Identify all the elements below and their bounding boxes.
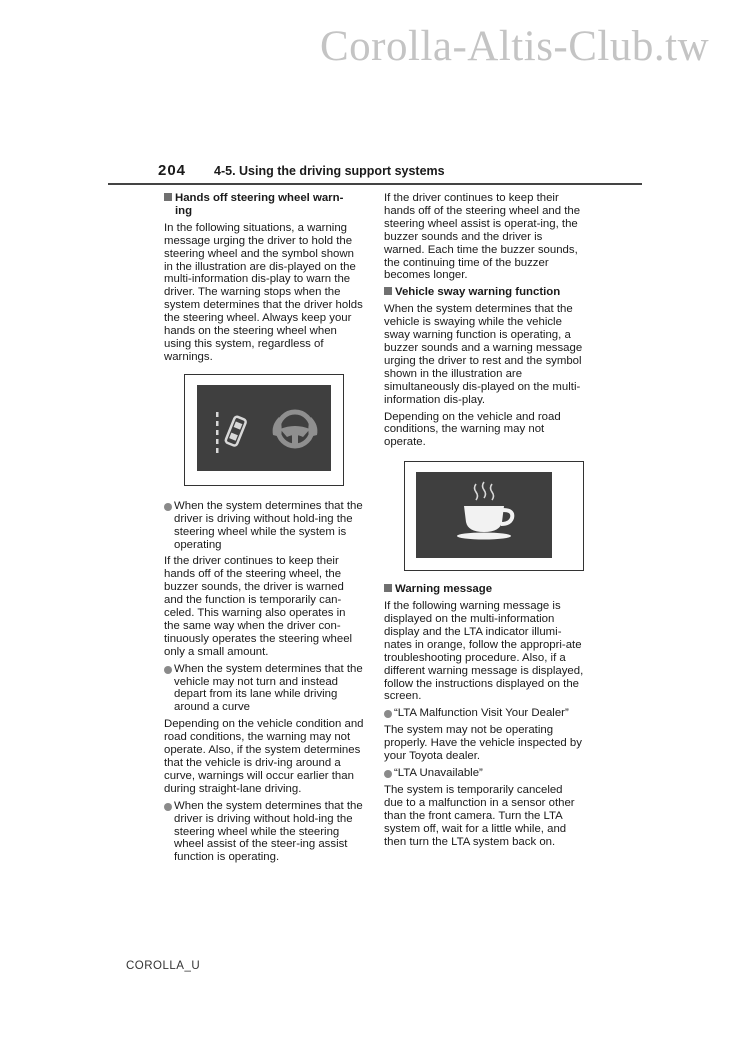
list-item: “LTA Unavailable” [384, 767, 584, 780]
paragraph: If the driver continues to keep their hands off of the steering wheel and the steering wheel assist is operat-ing, the buzzer sounds and the driver is warned. Each time the buzzer sounds, the continuing time of the buzzer becomes longer. [384, 192, 581, 282]
list-item: When the system determines that the driver is driving without hold-ing the steering wheel while the steering wheel assist of the steer-ing assist function is operating. [164, 800, 364, 865]
vehicle-sway-warning-figure [404, 461, 584, 571]
multi-information-display [416, 472, 552, 558]
heading-vehicle-sway: Vehicle sway warning function [384, 286, 584, 299]
hands-off-warning-figure [184, 374, 344, 486]
multi-information-display [197, 385, 331, 471]
circle-bullet-icon [164, 803, 172, 811]
paragraph: When the system determines that the vehicle is swaying while the vehicle sway warning function is operating, a buzzer sounds and a warning message urging the driver to rest and the symbol shown in the illustration are simultaneously dis-played on the multi-information dis-play. [384, 303, 583, 406]
circle-bullet-icon [164, 666, 172, 674]
paragraph: If the following warning message is displayed on the multi-information display and the LTA indicator illumi-nates in orange, follow the appropri-ate troubleshooting procedure. Also, if a different warning message is displayed, follow the instructions displayed on the screen. [384, 600, 584, 703]
heading-hands-off: Hands off steering wheel warn- ing [164, 192, 364, 218]
left-column [164, 192, 364, 868]
paragraph: Depending on the vehicle condition and road conditions, the warning may not operate. Also, if the system determines that the vehicle is driv-ing around a curve, warnings will occur earlier than during straight-lane driving. [164, 718, 364, 795]
coffee-cup-icon [416, 472, 552, 558]
hands-on-steering-wheel-icon [265, 403, 325, 453]
right-column [384, 192, 584, 852]
list-item: When the system determines that the vehicle may not turn and instead depart from its lane while driving around a curve [164, 663, 364, 715]
paragraph: Depending on the vehicle and road conditions, the warning may not operate. [384, 410, 561, 449]
page-header [158, 162, 642, 184]
page-number: 204 [158, 162, 187, 179]
square-bullet-icon [384, 287, 392, 295]
header-rule [108, 183, 642, 185]
paragraph: In the following situations, a warning message urging the driver to hold the steering wheel and the symbol shown in the illustration are dis-played on the multi-information dis-play to warn the driver. The warning stops when the system determines that the driver holds the steering wheel. Always keep your hands on the steering wheel when using this system, regardless of warnings. [164, 221, 363, 363]
footer-model-code: COROLLA_U [126, 960, 201, 972]
list-item: When the system determines that the driver is driving without hold-ing the steering wheel while the system is operating [164, 500, 364, 552]
square-bullet-icon [384, 584, 392, 592]
circle-bullet-icon [384, 710, 392, 718]
watermark: Corolla-Altis-Club.tw [320, 23, 710, 70]
paragraph: If the driver continues to keep their hands off of the steering wheel, the buzzer sounds, the driver is warned and the function is temporarily can-celed. This warning also operates in the same way when the driver con-tinuously operates the steering wheel only a small amount. [164, 555, 353, 658]
heading-warning-message: Warning message [384, 583, 584, 596]
circle-bullet-icon [164, 503, 172, 511]
paragraph: The system may not be operating properly. Have the vehicle inspected by your Toyota dealer. [384, 724, 582, 763]
paragraph: The system is temporarily canceled due to a malfunction in a sensor other than the front camera. Turn the LTA system off, wait for a little while, and then turn the LTA system back on. [384, 783, 575, 848]
circle-bullet-icon [384, 770, 392, 778]
section-title: 4-5. Using the driving support systems [214, 164, 445, 178]
square-bullet-icon [164, 193, 172, 201]
list-item: “LTA Malfunction Visit Your Dealer” [384, 707, 584, 720]
